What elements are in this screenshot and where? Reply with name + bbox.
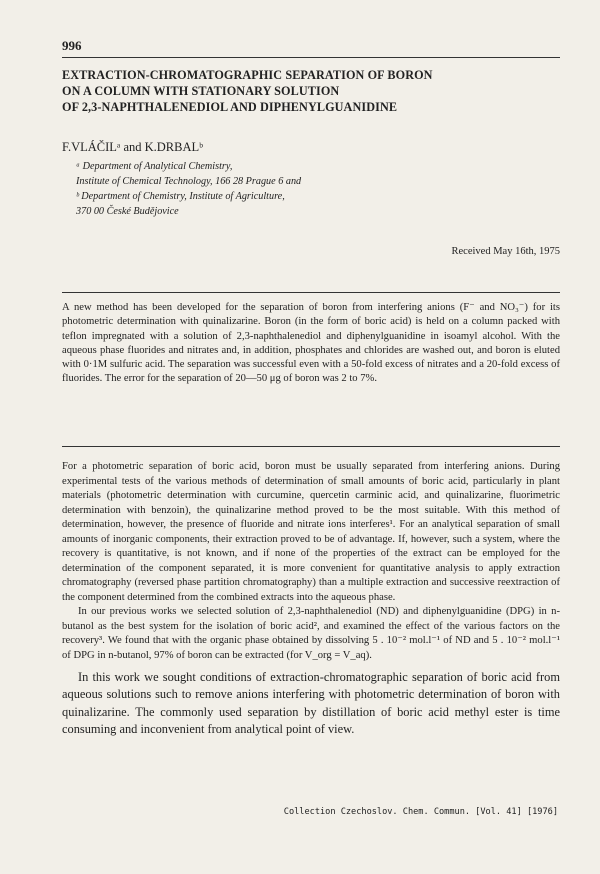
title-line-2: ON A COLUMN WITH STATIONARY SOLUTION xyxy=(62,84,340,98)
abstract-top-rule xyxy=(62,292,560,293)
paragraph-2: In our previous works we selected solution of 2,3-naphthalenediol (ND) and diphenylguanidine (DPG) in n-butanol as the best system for the isolation of boric acid², and examined the effect of the various factors on the recovery³. We found that with the organic phase obtained by dissolving 5 . 10⁻² mol.l⁻¹ of ND and 5 . 10⁻² mol.l⁻¹ of DPG in n-butanol, 97% of boron can be extracted (for V_org = V_aq). xyxy=(62,606,560,661)
title-line-1: EXTRACTION-CHROMATOGRAPHIC SEPARATION OF BORON xyxy=(62,68,433,82)
affiliation-line-2: Institute of Chemical Technology, 166 28 Prague 6 and xyxy=(76,176,302,187)
page-number: 996 xyxy=(62,38,82,53)
affiliation-line-3: ᵇ Department of Chemistry, Institute of Agriculture, xyxy=(76,191,285,202)
article-body xyxy=(62,460,560,739)
received-date: Received May 16th, 1975 xyxy=(451,246,560,257)
title-line-3: OF 2,3-NAPHTHALENEDIOL AND DIPHENYLGUANIDINE xyxy=(62,100,398,114)
authors: F.VLÁČILᵃ and K.DRBALᵇ xyxy=(62,140,204,154)
abstract-bottom-rule xyxy=(62,446,560,447)
affiliations xyxy=(76,159,496,219)
abstract: A new method has been developed for the separation of boron from interfering anions (F⁻ and NO₃⁻) for its photometric determination with quinalizarine. Boron (in the form of boric acid) is held on a column packed with teflon impregnated with a solution of 2,3-naphthalenediol and diphenylguanidine in isoamyl alcohol. With the aqueous phase fluorides and nitrates and, in addition, phosphates and chlorides are washed out, and boron is eluted with 0·1M sulfuric acid. The separation was successful even with a 50-fold excess of nitrates and a 20-fold excess of fluorides. The error for the separation of 20—50 μg of boron was 2 to 7%. xyxy=(62,302,560,385)
affiliation-line-1: ᵃ Department of Analytical Chemistry, xyxy=(76,161,233,172)
affiliation-line-4: 370 00 České Budějovice xyxy=(76,206,179,217)
journal-footer: Collection Czechoslov. Chem. Commun. [Vol. 41] [1976] xyxy=(283,807,558,817)
header-rule xyxy=(62,57,560,58)
paragraph-1: For a photometric separation of boric acid, boron must be usually separated from interfering anions. During experimental tests of the various methods of determination of small amounts of boric acid, particularly in plant materials (photometric determination with curcumine, quercetin carminic acid, and quinalizarine, fluorimetric determination with benzoin), the quinalizarine method proved to be the most suitable. With this method of determination, however, the presence of fluoride and nitrate ions interferes¹. For an analytical separation of small amounts of inorganic components, their extraction proved to be of advantage. If, however, such a system, where the recovery is quantitative, is not known, and if none of the properties of the extract can be employed for the determination of the component separated, it is more convenient for quantitative analysis to apply extraction chromatography (reversed phase partition chromatography) than a multiple extraction and successive reextraction of the component determined from the combined extracts into the aqueous phase. xyxy=(62,461,560,603)
paragraph-3: In this work we sought conditions of extraction-chromatographic separation of boric acid from aqueous solutions such to remove anions interfering with photometric determination of boron with quinalizarine. The commonly used separation by distillation of boric acid methyl ester is time consuming and inconvenient from analytical point of view. xyxy=(62,670,560,737)
article-title xyxy=(62,67,562,115)
